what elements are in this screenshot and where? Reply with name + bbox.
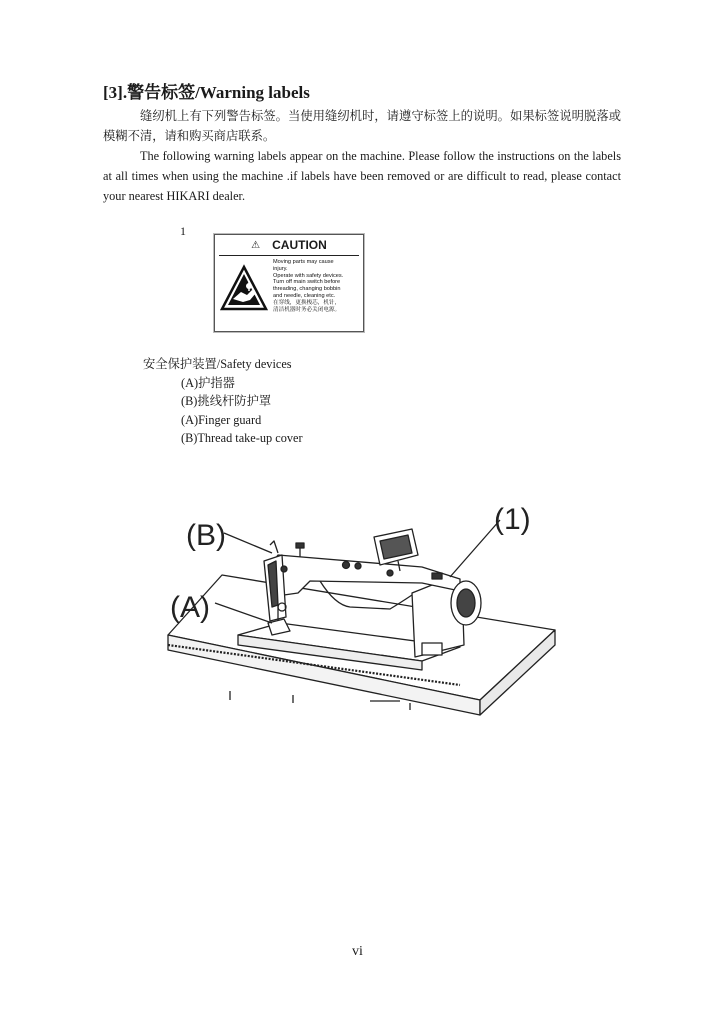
caution-line: Operate with safety devices.	[273, 272, 344, 279]
sewing-machine-figure	[160, 495, 560, 735]
caution-line: Turn off main switch before	[273, 279, 341, 286]
callout-1-leader	[450, 520, 500, 577]
safety-devices-title: 安全保护装置/Safety devices	[143, 357, 292, 371]
hand-crush-warning-icon	[219, 259, 269, 327]
safety-item: (B)挑线杆防护罩	[181, 394, 272, 408]
callout-b-leader	[224, 533, 272, 553]
caution-text	[273, 259, 361, 313]
paragraph-chinese: 缝纫机上有下列警告标签。当使用缝纫机时，请遵守标签上的说明。如果标签说明脱落或模糊不清，请和购买商店联系。	[103, 109, 621, 143]
label-number: 1	[180, 224, 186, 238]
caution-line: and needle, cleaning etc.	[273, 292, 336, 299]
caution-label	[214, 234, 364, 332]
callout-b: (B)	[186, 519, 226, 552]
caution-line: 清洁机器时务必关闭电源。	[273, 306, 341, 313]
caution-title: CAUTION	[272, 238, 327, 252]
section-heading: [3].警告标签/Warning labels	[103, 83, 310, 102]
caution-line: threading, changing bobbin	[273, 286, 341, 293]
safety-item: (B)Thread take-up cover	[181, 431, 303, 445]
callout-1: (1)	[494, 503, 531, 536]
safety-item: (A)护指器	[181, 376, 235, 390]
warning-triangle-icon: ⚠	[251, 239, 261, 251]
caution-divider	[219, 255, 359, 256]
caution-line: Moving parts may cause	[273, 259, 334, 265]
caution-header	[215, 235, 363, 255]
safety-item: (A)Finger guard	[181, 413, 262, 427]
callout-a: (A)	[170, 591, 210, 624]
caution-line: 在穿线，更换梭芯，机针，	[273, 299, 341, 306]
paragraph-english: The following warning labels appear on the machine. Please follow the instructions on the labels at all times when using the machine .if labels have been removed or are difficult to read, please contact your nearest HIKARI dealer.	[103, 149, 621, 203]
page-number: vi	[352, 944, 363, 959]
caution-line: injury.	[273, 265, 288, 272]
